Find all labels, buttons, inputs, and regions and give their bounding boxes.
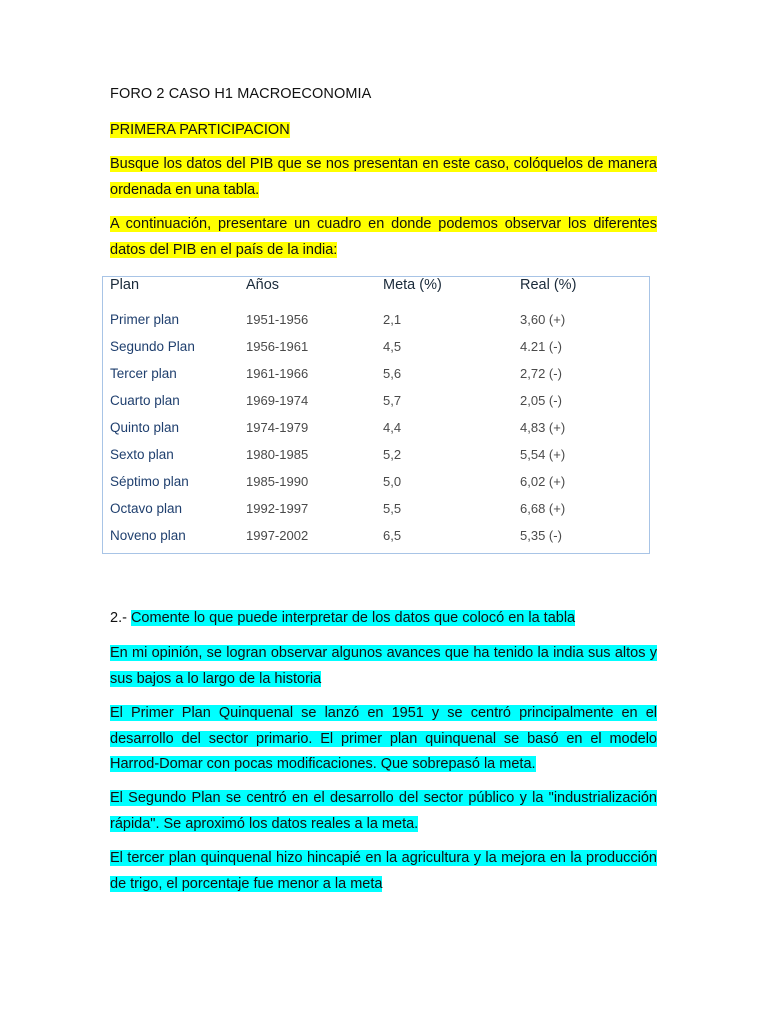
cell-years: 1992-1997 (246, 501, 309, 516)
table-row (103, 393, 649, 417)
table-header-row (103, 277, 649, 301)
table-intro-text: A continuación, presentare un cuadro en donde podemos observar los diferentes datos del PIB en el país de la india: (110, 216, 657, 258)
cell-real: 6,02 (+) (520, 474, 566, 489)
answer-paragraph (110, 641, 657, 692)
cell-plan: Primer plan (110, 312, 180, 327)
table-row (103, 447, 649, 471)
question-2 (110, 606, 657, 632)
cell-plan: Segundo Plan (110, 339, 195, 354)
section-label (110, 118, 657, 144)
table-row (103, 312, 649, 336)
cell-plan: Quinto plan (110, 420, 180, 435)
cell-real: 3,60 (+) (520, 312, 566, 327)
question-1-text: Busque los datos del PIB que se nos presentan en este caso, colóquelos de manera ordenada en una tabla. (110, 156, 657, 198)
table-intro (110, 212, 657, 263)
cell-years: 1985-1990 (246, 474, 309, 489)
cell-plan: Cuarto plan (110, 393, 180, 408)
cell-years: 1969-1974 (246, 393, 309, 408)
table-row (103, 474, 649, 498)
cell-real: 4.21 (-) (520, 339, 562, 354)
answer-paragraph (110, 846, 657, 897)
answer-paragraph (110, 701, 657, 778)
section-label-text: PRIMERA PARTICIPACION (110, 122, 290, 138)
cell-real: 2,72 (-) (520, 366, 562, 381)
answer-paragraph (110, 786, 657, 837)
answer-paragraph-text: En mi opinión, se logran observar algunos avances que ha tenido la india sus altos y sus bajos a lo largo de la historia (110, 645, 657, 687)
document-title: FORO 2 CASO H1 MACROECONOMIA (110, 86, 372, 102)
header-goal: Meta (%) (383, 277, 442, 293)
answer-paragraph-text: El Primer Plan Quinquenal se lanzó en 1951 y se centró principalmente en el desarrollo del sector primario. El primer plan quinquenal se basó en el modelo Harrod-Domar con pocas modificaciones. Que sobrepasó la meta. (110, 705, 657, 772)
cell-goal: 6,5 (383, 528, 402, 543)
table-row (103, 501, 649, 525)
cell-goal: 5,0 (383, 474, 402, 489)
cell-goal: 5,5 (383, 501, 402, 516)
cell-years: 1951-1956 (246, 312, 309, 327)
cell-plan: Tercer plan (110, 366, 177, 381)
cell-goal: 5,7 (383, 393, 402, 408)
answer-paragraph-text: El Segundo Plan se centró en el desarrollo del sector público y la "industrialización rápida". Se aproximó los datos reales a la meta. (110, 790, 657, 832)
table-row (103, 528, 649, 552)
answer-paragraph-text: El tercer plan quinquenal hizo hincapié en la agricultura y la mejora en la producción de trigo, el porcentaje fue menor a la meta (110, 850, 657, 892)
cell-years: 1980-1985 (246, 447, 309, 462)
cell-plan: Séptimo plan (110, 474, 189, 489)
header-real: Real (%) (520, 277, 577, 293)
table-row (103, 366, 649, 390)
table-row (103, 339, 649, 363)
question-2-text: Comente lo que puede interpretar de los datos que colocó en la tabla (130, 610, 576, 626)
cell-plan: Octavo plan (110, 501, 183, 516)
cell-real: 6,68 (+) (520, 501, 566, 516)
question-1 (110, 152, 657, 203)
cell-years: 1974-1979 (246, 420, 309, 435)
question-2-number: 2.- (110, 610, 131, 626)
cell-real: 5,54 (+) (520, 447, 566, 462)
cell-real: 5,35 (-) (520, 528, 562, 543)
table-row (103, 420, 649, 444)
header-years: Años (246, 277, 280, 293)
cell-plan: Noveno plan (110, 528, 186, 543)
cell-years: 1956-1961 (246, 339, 309, 354)
cell-goal: 5,2 (383, 447, 402, 462)
gdp-table (102, 276, 650, 554)
cell-real: 4,83 (+) (520, 420, 566, 435)
cell-years: 1961-1966 (246, 366, 309, 381)
cell-goal: 4,4 (383, 420, 402, 435)
cell-real: 2,05 (-) (520, 393, 562, 408)
cell-plan: Sexto plan (110, 447, 174, 462)
cell-years: 1997-2002 (246, 528, 309, 543)
cell-goal: 5,6 (383, 366, 402, 381)
header-plan: Plan (110, 277, 140, 293)
cell-goal: 2,1 (383, 312, 402, 327)
cell-goal: 4,5 (383, 339, 402, 354)
